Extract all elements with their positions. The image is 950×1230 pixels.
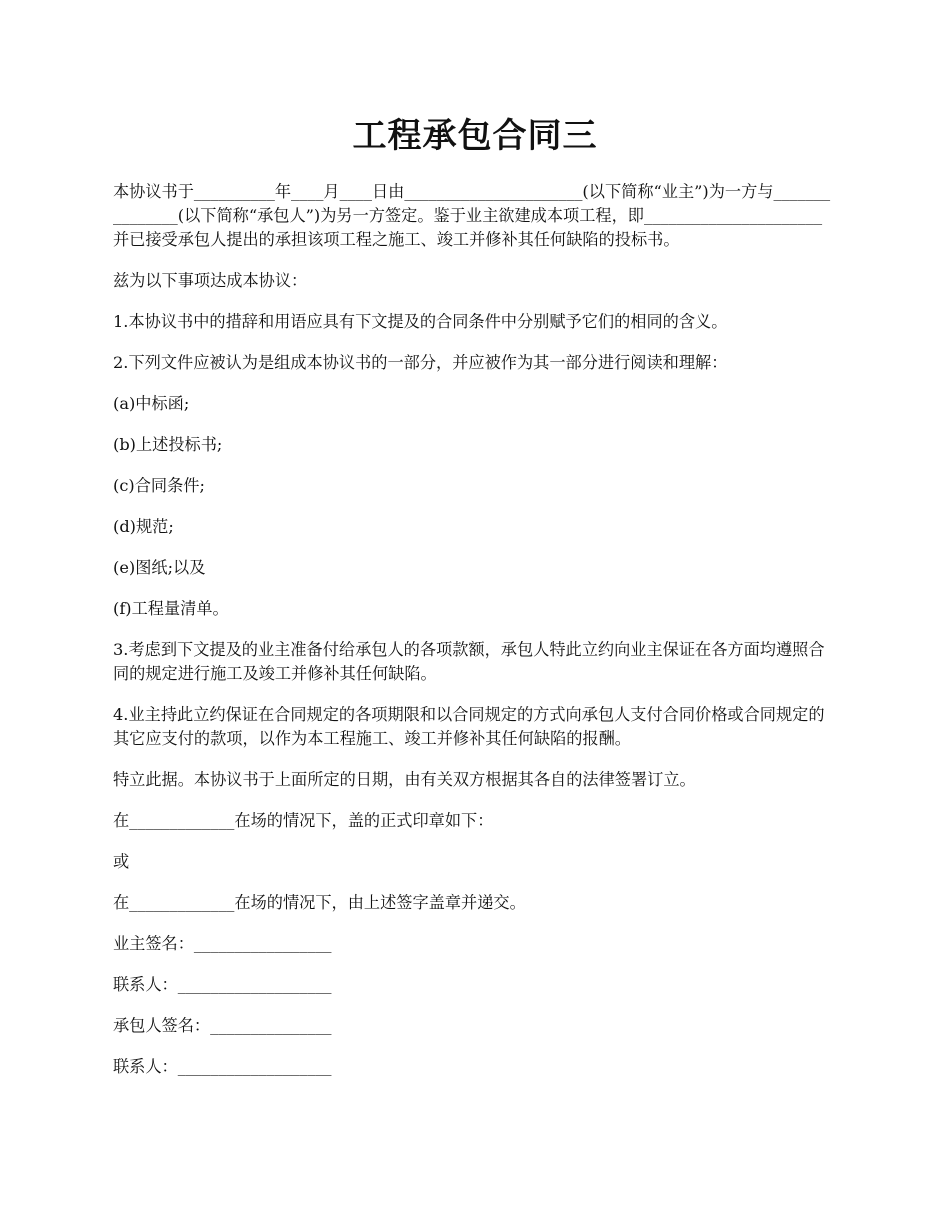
document-title: 工程承包合同三 <box>352 116 598 156</box>
paragraph-clause-3: 3.考虑到下文提及的业主准备付给承包人的各项款额，承包人特此立约向业主保证在各方面均遵照合同的规定进行施工及竣工并修补其任何缺陷。 <box>113 640 825 683</box>
list-item-c: (c)合同条件; <box>113 476 205 495</box>
paragraph-or: 或 <box>113 852 130 871</box>
paragraph-witness-sign: 在_____________在场的情况下，由上述签字盖章并递交。 <box>113 893 526 912</box>
list-item-a: (a)中标函; <box>113 394 190 413</box>
list-item-d: (d)规范; <box>113 517 174 536</box>
list-item-b: (b)上述投标书; <box>113 435 223 454</box>
paragraph-signing-statement: 特立此据。本协议书于上面所定的日期，由有关双方根据其各自的法律签署订立。 <box>113 770 696 789</box>
owner-contact-line: 联系人：___________________ <box>113 975 332 994</box>
list-item-f: (f)工程量清单。 <box>113 599 229 618</box>
list-item-e: (e)图纸;以及 <box>113 558 206 577</box>
paragraph-witness-seal: 在_____________在场的情况下，盖的正式印章如下： <box>113 811 494 830</box>
owner-signature-line: 业主签名：_________________ <box>113 934 332 953</box>
paragraph-clause-4: 4.业主持此立约保证在合同规定的各项期限和以合同规定的方式向承包人支付合同价格或合同规定的其它应支付的款项，以作为本工程施工、竣工并修补其任何缺陷的报酬。 <box>113 705 825 748</box>
paragraph-clause-1: 1.本协议书中的措辞和用语应具有下文提及的合同条件中分别赋予它们的相同的含义。 <box>113 312 728 331</box>
document-body <box>113 180 838 1096</box>
contractor-signature-line: 承包人签名：_______________ <box>113 1016 332 1035</box>
paragraph-clause-2: 2.下列文件应被认为是组成本协议书的一部分，并应被作为其一部分进行阅读和理解： <box>113 353 728 372</box>
contractor-contact-line: 联系人：___________________ <box>113 1057 332 1076</box>
paragraph-agreement-lead: 兹为以下事项达成本协议： <box>113 271 308 290</box>
paragraph-intro: 本协议书于__________年____月____日由______________________(以下简称“业主”)为一方与_______________(以下简称“承包人”)为另一方签定。鉴于业主欲建成本项工程，即______________________并已接受承包人提出的承担该项工程之施工、竣工并修补其任何缺陷的投标书。 <box>113 182 831 249</box>
